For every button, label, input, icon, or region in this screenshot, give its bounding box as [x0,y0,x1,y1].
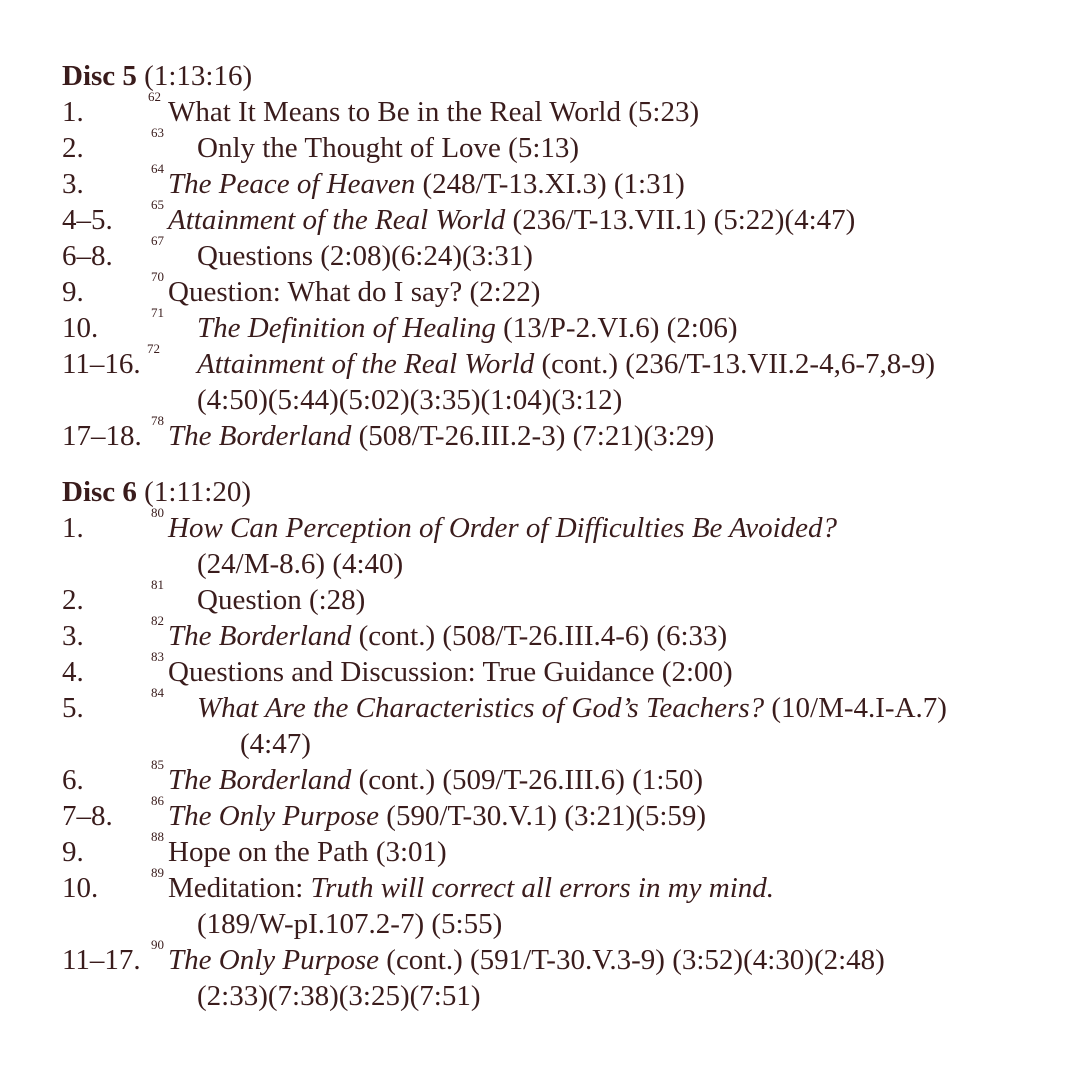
footnote-ref: 63 [151,125,164,140]
source-title: The Definition of Healing [197,312,496,344]
source-title: Truth will correct all errors in my mind. [310,872,775,904]
track-text: (590/T-30.V.1) (3:21)(5:59) [379,800,707,832]
track-continuation-line [62,382,1052,418]
disc-duration: (1:11:20) [144,476,252,508]
track-number: 11–16. [62,348,141,380]
track-line [62,865,1052,906]
footnote-ref: 86 [151,793,164,808]
track-number: 6–8. [62,240,113,272]
track-number: 17–18. [62,420,142,452]
track-number: 5. [62,692,84,724]
track-text: (cont.) (509/T-26.III.6) (1:50) [351,764,704,796]
track-text: (10/M-4.I-A.7) [764,692,947,724]
track-title [168,510,837,546]
track-line [62,413,1052,454]
footnote-ref: 65 [151,197,164,212]
track-timings: (2:33)(7:38)(3:25)(7:51) [197,980,481,1012]
disc-heading [62,58,1052,94]
footnote-ref: 72 [147,341,160,356]
track-title [168,94,699,130]
track-line [62,125,1052,166]
source-title: The Peace of Heaven [168,168,416,200]
footnote-ref: 71 [151,305,164,320]
track-continuation-line [62,978,1052,1014]
track-title [168,834,447,870]
track-number: 7–8. [62,800,113,832]
track-text: (5:23) [620,96,700,128]
track-list [62,505,1052,1014]
footnote-ref: 89 [151,865,164,880]
track-timings: (189/W-pI.107.2-7) (5:55) [197,908,503,940]
track-title [168,870,774,906]
track-timings: (4:50)(5:44)(5:02)(3:35)(1:04)(3:12) [197,384,623,416]
track-line [62,649,1052,690]
track-text: Questions and Discussion: True Guidance [168,656,655,688]
track-text: Question [197,584,302,616]
footnote-ref: 84 [151,685,164,700]
track-line [62,937,1052,978]
disc-duration: (1:13:16) [144,60,253,92]
track-title [168,418,714,454]
track-title [197,130,579,166]
track-line [62,829,1052,870]
track-title [168,654,733,690]
track-number: 11–17. [62,944,141,976]
track-text: (248/T-13.XI.3) (1:31) [415,168,685,200]
track-number: 4–5. [62,204,113,236]
source-title: The Borderland [168,764,352,796]
track-item [62,649,1052,690]
track-text: (5:13) [500,132,580,164]
track-item [62,197,1052,238]
track-timings: (4:47) [240,728,311,760]
track-text: (3:01) [368,836,447,868]
track-title [168,762,703,798]
track-number: 3. [62,168,84,200]
footnote-ref: 85 [151,757,164,772]
disc-5-section [62,58,1052,454]
track-line [62,89,1052,130]
source-title: What Are the Characteristics of God’s Teachers? [197,692,765,724]
track-line [62,685,1052,726]
track-item [62,233,1052,274]
disc-6-section [62,474,1052,1014]
track-text: (cont.) (591/T-30.V.3-9) (3:52)(4:30)(2:48) [379,944,885,976]
track-text: Hope on the Path [168,836,369,868]
track-number: 4. [62,656,84,688]
track-number: 9. [62,836,84,868]
source-title: How Can Perception of Order of Difficulties Be Avoided? [168,512,838,544]
track-line [62,233,1052,274]
track-line [62,161,1052,202]
track-line [62,505,1052,546]
source-title: Attainment of the Real World [168,204,506,236]
track-item [62,757,1052,798]
track-line [62,305,1052,346]
track-text: Questions [197,240,313,272]
track-title [197,690,947,726]
track-text: What It Means to Be in the Real World [168,96,621,128]
track-text: Meditation: [168,872,311,904]
track-title [168,618,727,654]
track-item [62,613,1052,654]
track-line [62,793,1052,834]
track-continuation-line [62,546,1052,582]
track-line [62,577,1052,618]
disc-title: Disc 5 [62,60,137,92]
track-continuation-line [62,906,1052,942]
track-number: 2. [62,584,84,616]
source-title: The Borderland [168,620,352,652]
track-text: (13/P-2.VI.6) (2:06) [495,312,738,344]
track-item [62,505,1052,582]
track-line [62,613,1052,654]
footnote-ref: 70 [151,269,164,284]
track-text: Only the Thought of Love [197,132,501,164]
track-timings: (24/M-8.6) (4:40) [197,548,404,580]
track-title [197,346,935,382]
track-title [168,942,885,978]
track-title [168,166,685,202]
track-text: (cont.) (236/T-13.VII.2-4,6-7,8-9) [534,348,936,380]
track-item [62,89,1052,130]
footnote-ref: 62 [148,89,161,104]
track-line [62,269,1052,310]
track-number: 10. [62,872,99,904]
source-title: The Only Purpose [168,944,380,976]
track-item [62,161,1052,202]
track-item [62,865,1052,942]
footnote-ref: 67 [151,233,164,248]
track-number: 10. [62,312,99,344]
track-item [62,341,1052,418]
footnote-ref: 83 [151,649,164,664]
track-number: 1. [62,512,84,544]
track-line [62,341,1052,382]
footnote-ref: 90 [151,937,164,952]
track-text: (508/T-26.III.2-3) (7:21)(3:29) [351,420,715,452]
track-title [168,798,706,834]
track-item [62,577,1052,618]
track-title [168,274,540,310]
track-title [197,310,737,346]
track-title [197,238,533,274]
track-item [62,793,1052,834]
footnote-ref: 78 [151,413,164,428]
footnote-ref: 80 [151,505,164,520]
track-text: Question: What do I say? [168,276,463,308]
footnote-ref: 64 [151,161,164,176]
track-text: (2:00) [654,656,733,688]
track-text: (236/T-13.VII.1) (5:22)(4:47) [505,204,856,236]
track-item [62,305,1052,346]
source-title: The Borderland [168,420,352,452]
track-number: 2. [62,132,84,164]
track-item [62,685,1052,762]
track-number: 3. [62,620,84,652]
footnote-ref: 81 [151,577,164,592]
track-line [62,197,1052,238]
track-continuation-line [62,726,1052,762]
track-text: (2:08)(6:24)(3:31) [313,240,533,272]
track-text: (cont.) (508/T-26.III.4-6) (6:33) [351,620,728,652]
footnote-ref: 82 [151,613,164,628]
disc-title: Disc 6 [62,476,137,508]
track-item [62,829,1052,870]
track-item [62,269,1052,310]
track-title [197,582,365,618]
track-text: (:28) [301,584,366,616]
track-item [62,937,1052,1014]
track-number: 1. [62,96,84,128]
source-title: Attainment of the Real World [197,348,535,380]
track-number: 6. [62,764,84,796]
footnote-ref: 88 [151,829,164,844]
track-item [62,413,1052,454]
track-item [62,125,1052,166]
disc-heading [62,474,1052,510]
track-number: 9. [62,276,84,308]
track-text: (2:22) [462,276,541,308]
track-line [62,757,1052,798]
track-title [168,202,855,238]
source-title: The Only Purpose [168,800,380,832]
track-list [62,89,1052,454]
